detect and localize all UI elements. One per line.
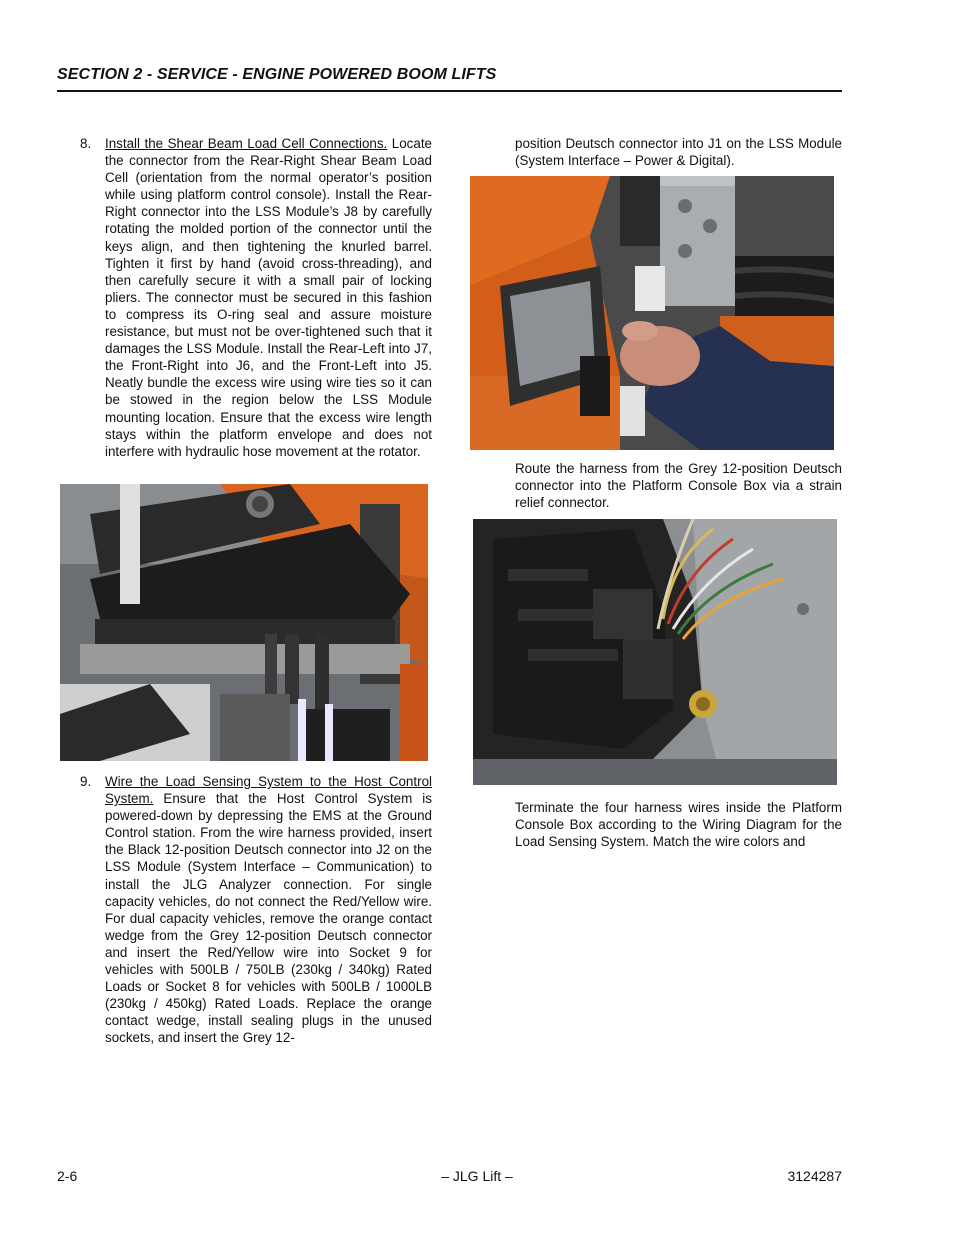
step-9	[80, 773, 432, 1047]
lss-module-photo	[470, 176, 834, 450]
step-8-heading: Install the Shear Beam Load Cell Connections.	[105, 136, 388, 151]
section-title: SECTION 2 - SERVICE - ENGINE POWERED BOOM LIFTS	[57, 66, 497, 83]
step-8	[80, 135, 432, 460]
step-9-continuation: position Deutsch connector into J1 on the LSS Module (System Interface – Power & Digital).	[515, 136, 842, 169]
page-number: 2-6	[57, 1168, 78, 1184]
document-number: 3124287	[787, 1168, 842, 1184]
step-9-body: Ensure that the Host Control System is powered-down by depressing the EMS at the Ground Control station. From the wire harness provided, insert the Black 12-position Deutsch connector into J2 on the LSS Module (System Interface – Communication) to install the JLG Analyzer connection. For single capacity vehicles, do not connect the Red/Yellow wire. For dual capacity vehicles, remove the orange contact wedge from the Grey 12-position Deutsch connector and insert the Red/Yellow wire into Socket 9 for vehicles with 500LB / 750LB (230kg / 340kg) Rated Loads or Socket 8 for vehicles with 500LB / 1000LB (230kg / 450kg) Rated Loads. Replace the orange contact wedge, install sealing plugs in the unused sockets, and insert the Grey 12-	[105, 791, 432, 1046]
step-9-heading: Wire the Load Sensing System to the Host Control System.	[105, 774, 432, 807]
footer-center: – JLG Lift –	[441, 1168, 513, 1184]
console-box-photo	[473, 519, 837, 785]
load-cell-photo	[60, 484, 428, 761]
route-harness-text: Route the harness from the Grey 12-position Deutsch connector into the Platform Console Box via a strain relief connector.	[515, 461, 842, 511]
section-header	[57, 66, 842, 92]
step-9-number: 9.	[80, 774, 92, 789]
step-8-body: Locate the connector from the Rear-Right Shear Beam Load Cell (orientation from the normal operator’s position while using platform control console). Install the Rear-Right connector into the LSS Module’s J8 by carefully rotating the molded portion of the connector until the keys align, and then tightening the knurled barrel. Tighten it first by hand (avoid cross-threading), and then carefully secure it with a small pair of locking pliers. The connector must be secured in this fashion to compress its O-ring seal and assure moisture resistance, but must not be over-tightened such that it damages the LSS Module. Install the Rear-Left into J7, the Front-Right into J6, and the Front-Left into J5. Neatly bundle the excess wire using wire ties so it can be stowed in the region below the LSS Module mounting location. Ensure that the excess wire length stays within the platform envelope and does not interfere with hydraulic hose movement at the rotator.	[105, 136, 432, 459]
step-8-number: 8.	[80, 136, 92, 151]
terminate-wires-text: Terminate the four harness wires inside the Platform Console Box according to the Wiring Diagram for the Load Sensing System. Match the wire colors and	[515, 800, 842, 850]
